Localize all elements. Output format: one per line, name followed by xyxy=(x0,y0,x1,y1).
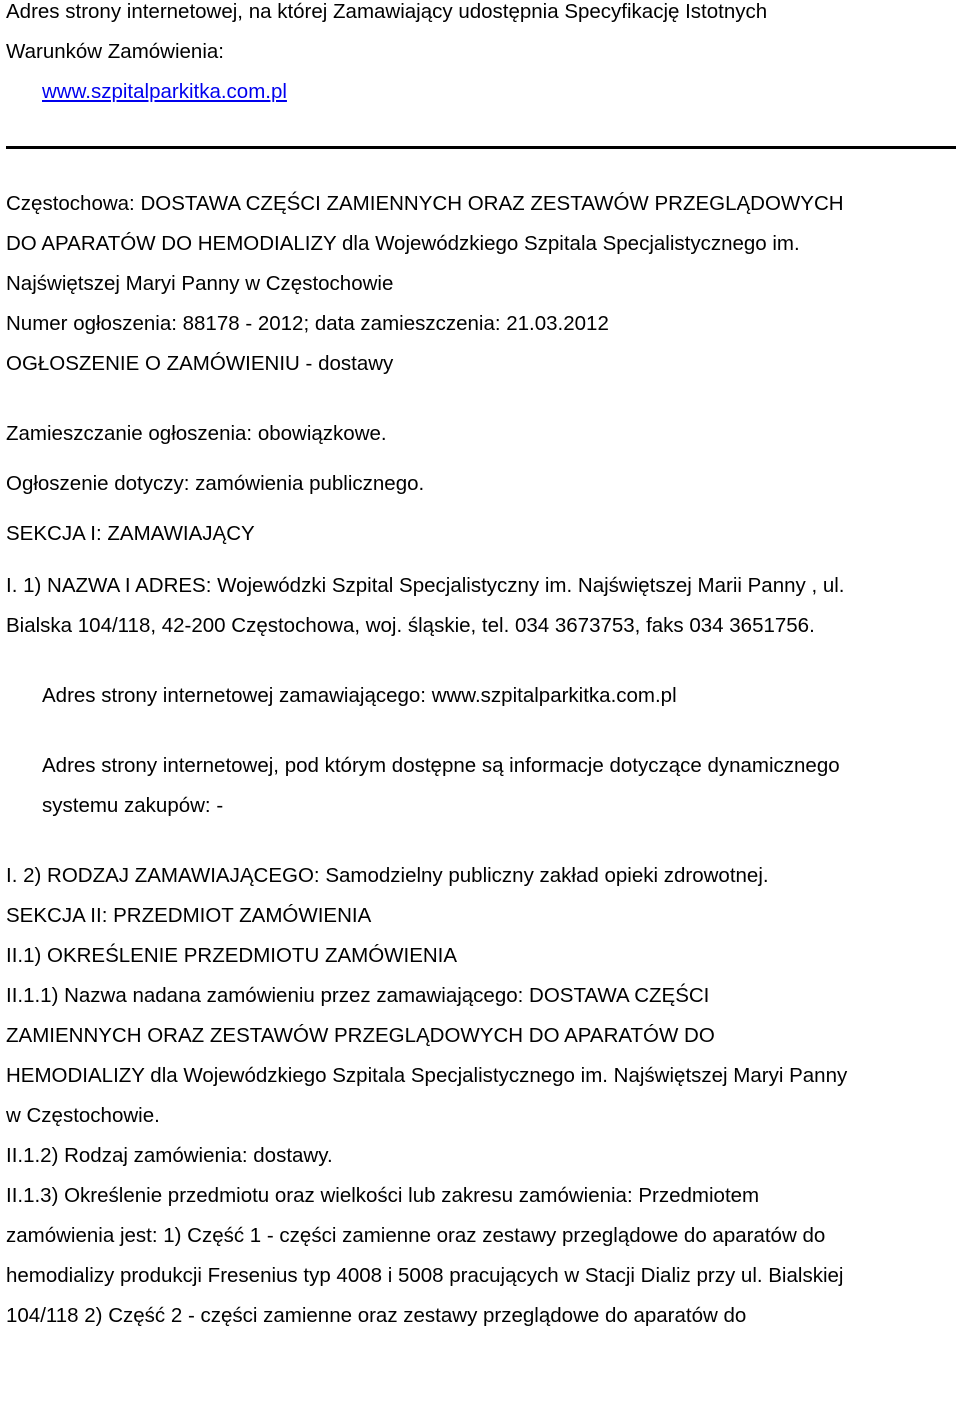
notice-type: OGŁOSZENIE O ZAMÓWIENIU - dostawy xyxy=(6,352,394,375)
website-value: www.szpitalparkitka.com.pl xyxy=(431,684,677,707)
name-address-line-2: Bialska 104/118, 42-200 Częstochowa, woj. śląskie, tel. 034 3673753, faks 034 3651756. xyxy=(6,614,815,637)
section-1-heading: SEKCJA I: ZAMAWIAJĄCY xyxy=(6,522,255,545)
order-name-line-3: HEMODIALIZY dla Wojewódzkiego Szpitala Specjalistycznego im. Najświętszej Maryi Panny xyxy=(6,1064,848,1087)
contracting-type-line xyxy=(6,856,956,896)
name-address-line-1 xyxy=(6,566,956,606)
order-kind-line xyxy=(6,1136,956,1176)
siwz-link[interactable]: www.szpitalparkitka.com.pl xyxy=(42,80,287,103)
dynamic-system-line-2: systemu zakupów: - xyxy=(42,794,224,817)
website-line xyxy=(6,676,956,716)
notice-number-line: Numer ogłoszenia: 88178 - 2012; data zamieszczenia: 21.03.2012 xyxy=(6,312,609,335)
order-scope-label: II.1.3) Określenie przedmiotu oraz wielkości lub zakresu zamówienia: xyxy=(6,1184,633,1207)
order-name-line-1 xyxy=(6,976,956,1016)
website-label: Adres strony internetowej zamawiającego: xyxy=(42,684,426,707)
posting-label: Zamieszczanie ogłoszenia: xyxy=(6,422,253,445)
order-name-line-4: w Częstochowie. xyxy=(6,1104,160,1127)
order-scope-line-1 xyxy=(6,1176,956,1216)
siwz-link-row xyxy=(6,72,956,112)
order-scope-value: Przedmiotem xyxy=(638,1184,760,1207)
section-2-heading: SEKCJA II: PRZEDMIOT ZAMÓWIENIA xyxy=(6,904,372,927)
order-scope-line-4: 104/118 2) Część 2 - części zamienne oraz zestawy przeglądowe do aparatów do xyxy=(6,1304,747,1327)
order-kind-label: II.1.2) Rodzaj zamówienia: xyxy=(6,1144,248,1167)
notice-title-line-2: DO APARATÓW DO HEMODIALIZY dla Wojewódzkiego Szpitala Specjalistycznego im. xyxy=(6,232,800,255)
concerns-label: Ogłoszenie dotyczy: xyxy=(6,472,190,495)
name-address-value: Wojewódzki Szpital Specjalistyczny im. Najświętszej Marii Panny , ul. xyxy=(217,574,845,597)
document-page xyxy=(6,0,956,1336)
contracting-type-value: Samodzielny publiczny zakład opieki zdrowotnej. xyxy=(325,864,769,887)
dynamic-system-line-1: Adres strony internetowej, pod którym dostępne są informacje dotyczące dynamicznego xyxy=(42,754,840,777)
order-name-label: II.1.1) Nazwa nadana zamówieniu przez zamawiającego: xyxy=(6,984,524,1007)
horizontal-rule xyxy=(6,146,956,149)
order-scope-line-2: zamówienia jest: 1) Część 1 - części zamienne oraz zestawy przeglądowe do aparatów do xyxy=(6,1224,826,1247)
name-address-label: I. 1) NAZWA I ADRES: xyxy=(6,574,212,597)
order-kind-value: dostawy. xyxy=(253,1144,333,1167)
posting-value: obowiązkowe. xyxy=(257,422,387,445)
contracting-type-label: I. 2) RODZAJ ZAMAWIAJĄCEGO: xyxy=(6,864,320,887)
intro-text-line-1: Adres strony internetowej, na której Zamawiający udostępnia Specyfikację Istotnych xyxy=(6,0,768,23)
concerns-value: zamówienia publicznego. xyxy=(195,472,425,495)
intro-text-line-2: Warunków Zamówienia: xyxy=(6,40,224,63)
notice-title-line-1: Częstochowa: DOSTAWA CZĘŚCI ZAMIENNYCH ORAZ ZESTAWÓW PRZEGLĄDOWYCH xyxy=(6,192,844,215)
notice-title-line-3: Najświętszej Maryi Panny w Częstochowie xyxy=(6,272,394,295)
posting-line xyxy=(6,414,956,454)
concerns-line xyxy=(6,464,956,504)
order-name-value: DOSTAWA CZĘŚCI xyxy=(529,984,710,1007)
section-2-subheading: II.1) OKREŚLENIE PRZEDMIOTU ZAMÓWIENIA xyxy=(6,944,458,967)
order-scope-line-3: hemodializy produkcji Fresenius typ 4008 i 5008 pracujących w Stacji Dializ przy ul. Bialskiej xyxy=(6,1264,844,1287)
order-name-line-2: ZAMIENNYCH ORAZ ZESTAWÓW PRZEGLĄDOWYCH DO APARATÓW DO xyxy=(6,1024,715,1047)
